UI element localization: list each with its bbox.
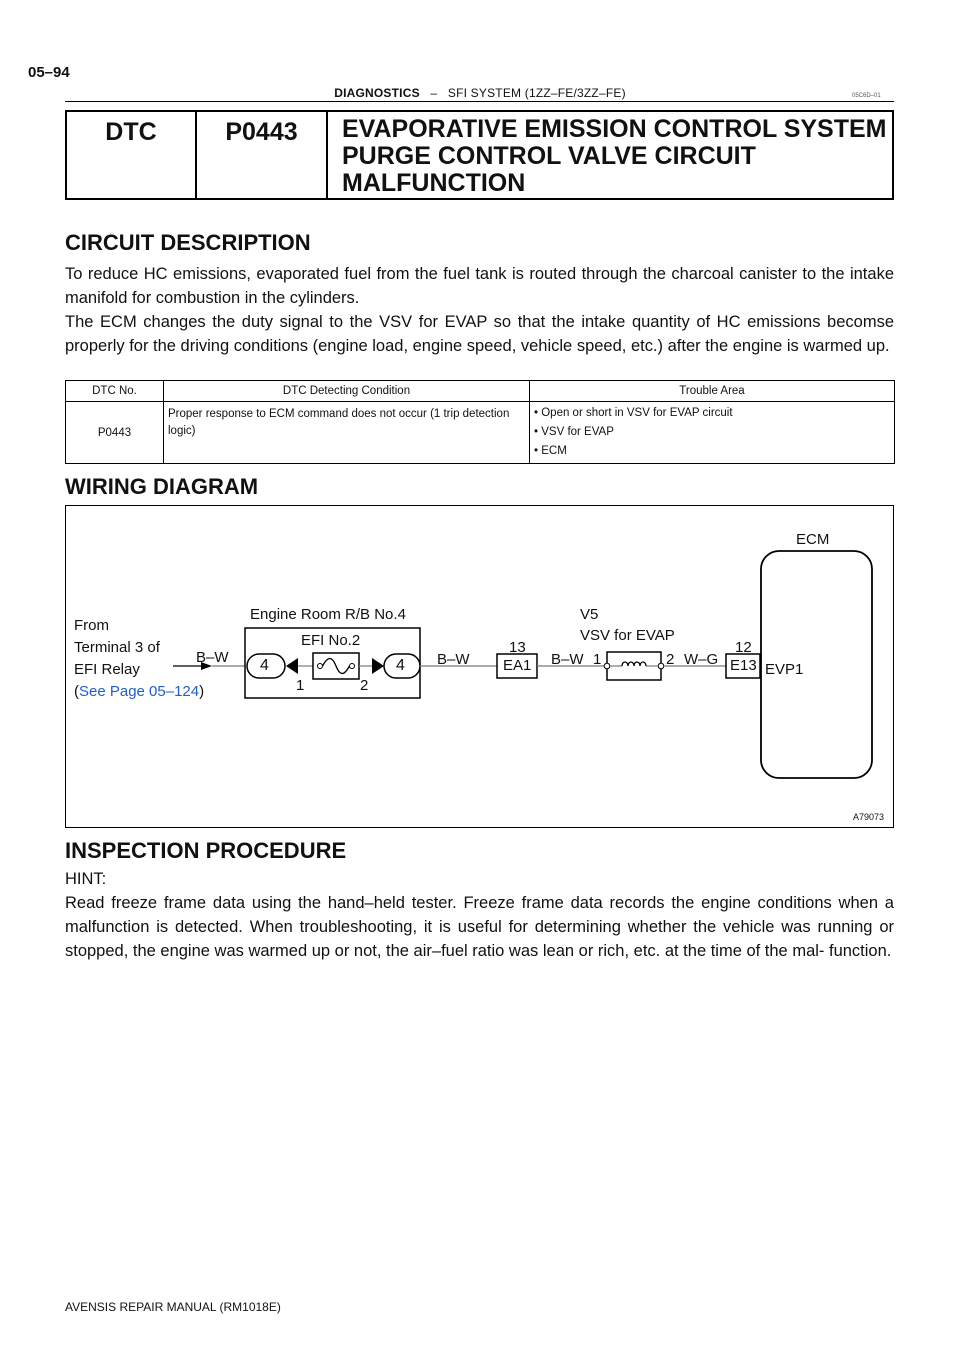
- hint-label: HINT:: [65, 870, 107, 888]
- circuit-paragraph-2: The ECM changes the duty signal to the VSV for EVAP so that the intake quantity of HC emissions becomse properly for the driving conditions (engine load, engine speed, vehicle speed, etc.) after the engine is warmed up.: [65, 313, 894, 355]
- from-label-line1: From: [74, 617, 109, 634]
- inspection-paragraph: Read freeze frame data using the hand–held tester. Freeze frame data records the engine conditions when a malfunction is detected. When troubleshooting, it is useful for determining whether the vehicle was running or stopped, the engine was warmed up or not, the air–fuel ratio was lean or rich, etc. at the time of the mal- function.: [65, 894, 894, 960]
- connector-e13-label: E13: [730, 657, 757, 674]
- table-row: [66, 402, 895, 464]
- page-number: 05–94: [28, 64, 70, 81]
- table-header-dtc-no: DTC No.: [66, 381, 164, 402]
- wire-label-bw-3: B–W: [551, 651, 584, 668]
- vsv-label: VSV for EVAP: [580, 627, 675, 644]
- from-label-line3: EFI Relay: [74, 661, 140, 678]
- connector-e13-pin: 12: [735, 639, 752, 656]
- wiring-diagram: [65, 505, 894, 828]
- table-header-trouble-area: Trouble Area: [530, 381, 895, 402]
- header-separator: –: [430, 86, 438, 100]
- circuit-paragraph-1: To reduce HC emissions, evaporated fuel from the fuel tank is routed through the charcoal canister to the intake manifold for combustion in the cylinders.: [65, 265, 894, 307]
- rb-pin-left: 4: [260, 657, 269, 674]
- list-item: • Open or short in VSV for EVAP circuit: [534, 404, 890, 423]
- vsv-pin-2: 2: [666, 651, 675, 668]
- connector-ea1-label: EA1: [503, 657, 532, 674]
- rb-connector-right: [372, 658, 384, 674]
- doc-id: 05C6D–01: [852, 93, 881, 99]
- running-header: [0, 86, 960, 100]
- fuse-pin-2: 2: [360, 677, 369, 694]
- rb-connector-left: [286, 658, 298, 674]
- ecm-label: ECM: [796, 531, 830, 548]
- relay-block-label: Engine Room R/B No.4: [250, 606, 406, 623]
- inspection-heading: INSPECTION PROCEDURE: [65, 838, 347, 863]
- table-cell-condition: Proper response to ECM command does not occur (1 trip detection logic): [164, 402, 530, 464]
- table-header-row: [66, 381, 895, 402]
- connector-ea1-pin: 13: [509, 639, 526, 656]
- dtc-title: EVAPORATIVE EMISSION CONTROL SYSTEM PURGE CONTROL VALVE CIRCUIT MALFUNCTION: [342, 115, 887, 197]
- fuse-pin-1: 1: [296, 677, 305, 694]
- see-page-link[interactable]: See Page 05–124: [79, 683, 200, 700]
- wire-label-wg: W–G: [684, 651, 719, 668]
- list-item: • ECM: [534, 442, 890, 461]
- from-paren-open: (: [74, 683, 79, 700]
- wiring-diagram-heading: WIRING DIAGRAM: [65, 474, 259, 499]
- footer-manual: AVENSIS REPAIR MANUAL (RM1018E): [65, 1300, 281, 1314]
- figure-id: A79073: [853, 812, 885, 822]
- from-label-line4: [74, 683, 204, 700]
- dtc-label: DTC: [67, 112, 197, 198]
- vsv-code: V5: [580, 606, 599, 623]
- dtc-code: P0443: [197, 112, 328, 198]
- ecm-terminal-evp1: EVP1: [765, 661, 804, 678]
- from-paren-close: ): [199, 683, 205, 700]
- rb-pin-right: 4: [396, 657, 405, 674]
- list-item: • VSV for EVAP: [534, 423, 890, 442]
- section-name: DIAGNOSTICS: [334, 86, 420, 100]
- wire-label-bw-1: B–W: [196, 649, 229, 666]
- vsv-pin-1: 1: [593, 651, 602, 668]
- table-cell-code: P0443: [66, 402, 164, 464]
- from-label-line2: Terminal 3 of: [74, 639, 160, 656]
- wire-label-bw-2: B–W: [437, 651, 470, 668]
- subsection-name: SFI SYSTEM (1ZZ–FE/3ZZ–FE): [447, 86, 626, 100]
- fuse-label: EFI No.2: [301, 632, 361, 649]
- dtc-table: [65, 380, 895, 464]
- dtc-title-box: [65, 110, 894, 200]
- table-header-condition: DTC Detecting Condition: [164, 381, 530, 402]
- table-cell-trouble-area: [530, 402, 895, 464]
- header-rule: [65, 101, 894, 102]
- circuit-description-heading: CIRCUIT DESCRIPTION: [65, 230, 311, 255]
